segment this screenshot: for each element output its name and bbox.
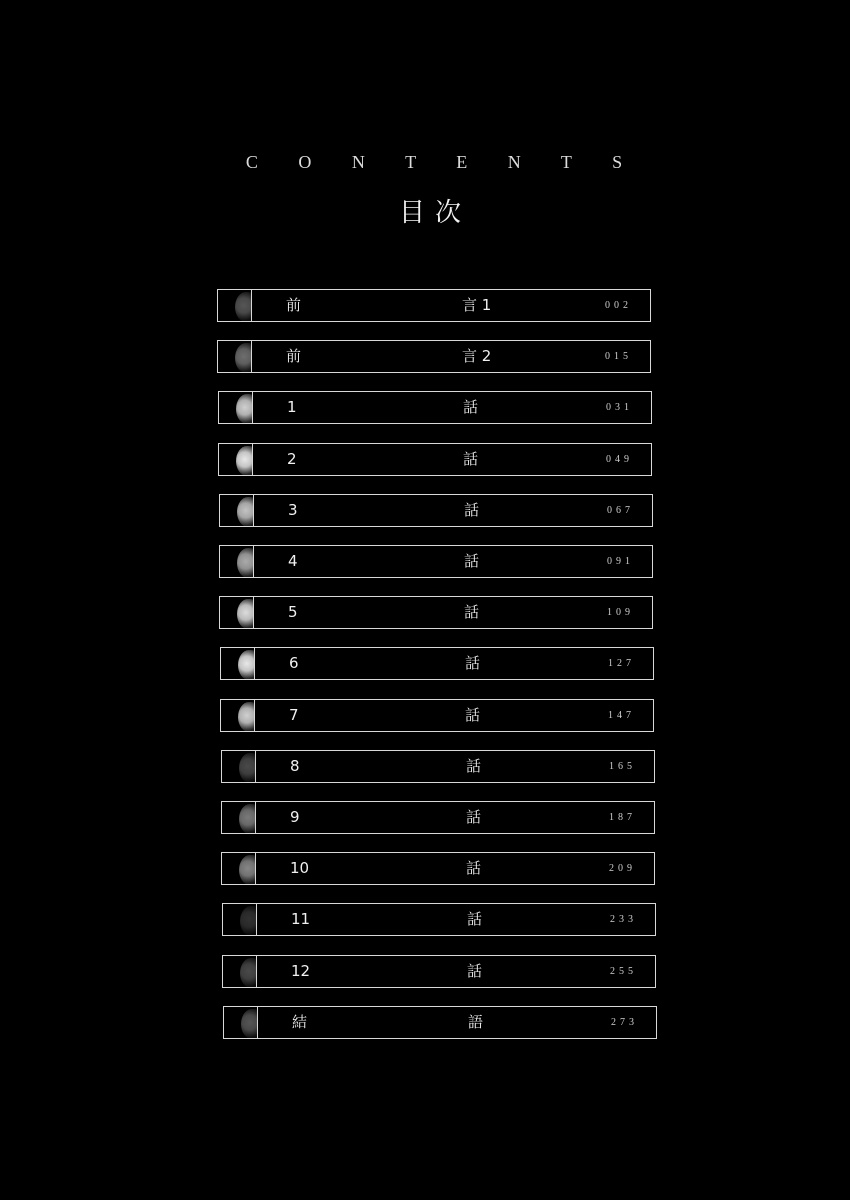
- toc-entry[interactable]: [219, 494, 653, 527]
- toc-entry[interactable]: [218, 391, 652, 424]
- toc-entry[interactable]: [220, 647, 654, 680]
- toc-entry[interactable]: [217, 289, 651, 322]
- toc-entry-title-label: 語: [468, 1013, 484, 1031]
- toc-entry-title-number: 11: [291, 910, 311, 928]
- toc-entry-title-label: 話: [466, 859, 482, 877]
- chapter-thumbnail: [220, 546, 254, 577]
- toc-entry-title-number: 2: [287, 450, 297, 468]
- toc-entry-page-number: 015: [605, 351, 632, 362]
- chapter-thumbnail: [222, 751, 256, 782]
- toc-entry-title-number: 4: [288, 552, 298, 570]
- chapter-thumbnail: [223, 956, 257, 987]
- chapter-thumbnail: [220, 597, 254, 628]
- toc-entry-page-number: 109: [607, 607, 634, 618]
- toc-entry-page-number: 233: [610, 914, 637, 925]
- toc-entry-title-label: 話: [463, 398, 479, 416]
- toc-entry-page-number: 147: [608, 710, 635, 721]
- chapter-thumbnail: [221, 700, 255, 731]
- chapter-thumbnail: [218, 341, 252, 372]
- toc-entry-page-number: 209: [609, 863, 636, 874]
- toc-entry-title-number: 8: [290, 757, 300, 775]
- toc-entry-title-number: 9: [290, 808, 300, 826]
- chapter-thumbnail: [218, 290, 252, 321]
- toc-entry-page-number: 187: [609, 812, 636, 823]
- toc-entry[interactable]: [217, 340, 651, 373]
- toc-entry[interactable]: [219, 596, 653, 629]
- toc-entry[interactable]: [222, 955, 656, 988]
- chapter-thumbnail: [221, 648, 255, 679]
- toc-entry[interactable]: [222, 903, 656, 936]
- contents-heading: C O N T E N T S: [245, 152, 641, 172]
- toc-entry-title-number: 10: [290, 859, 310, 877]
- toc-entry-title-number: 前: [286, 296, 302, 314]
- chapter-thumbnail: [224, 1007, 258, 1038]
- toc-entry-title-number: 1: [287, 398, 297, 416]
- toc-entry-title-number: 結: [292, 1013, 308, 1031]
- toc-entry-title-label: 話: [467, 910, 483, 928]
- toc-entry-page-number: 273: [611, 1017, 638, 1028]
- toc-entry-title-label: 話: [467, 962, 483, 980]
- chapter-thumbnail: [220, 495, 254, 526]
- toc-entry[interactable]: [219, 545, 653, 578]
- toc-entry-title-label: 話: [464, 552, 480, 570]
- toc-entry-title-number: 12: [291, 962, 311, 980]
- toc-entry-title-label: 言 1: [462, 296, 492, 314]
- toc-entry-title-number: 5: [288, 603, 298, 621]
- toc-entry-page-number: 002: [605, 300, 632, 311]
- toc-entry-page-number: 091: [607, 556, 634, 567]
- toc-entry-title-label: 話: [465, 706, 481, 724]
- toc-entry-page-number: 165: [609, 761, 636, 772]
- toc-entry-page-number: 127: [608, 658, 635, 669]
- toc-entry-title-number: 3: [288, 501, 298, 519]
- toc-entry[interactable]: [218, 443, 652, 476]
- chapter-thumbnail: [219, 392, 253, 423]
- toc-entry-title-label: 話: [464, 603, 480, 621]
- toc-entry-title-label: 話: [466, 757, 482, 775]
- toc-entry-title-label: 話: [464, 501, 480, 519]
- toc-entry[interactable]: [221, 750, 655, 783]
- contents-heading-jp: 目次: [398, 198, 471, 228]
- toc-entry-title-number: 6: [289, 654, 299, 672]
- toc-entry-page-number: 255: [610, 966, 637, 977]
- toc-entry[interactable]: [221, 801, 655, 834]
- toc-entry-title-number: 7: [289, 706, 299, 724]
- toc-entry-page-number: 031: [606, 402, 633, 413]
- toc-entry-title-label: 話: [465, 654, 481, 672]
- toc-entry-page-number: 067: [607, 505, 634, 516]
- toc-entry-title-number: 前: [286, 347, 302, 365]
- toc-entry-title-label: 言 2: [462, 347, 492, 365]
- chapter-thumbnail: [219, 444, 253, 475]
- toc-entry[interactable]: [221, 852, 655, 885]
- toc-entry-title-label: 話: [463, 450, 479, 468]
- chapter-thumbnail: [222, 853, 256, 884]
- chapter-thumbnail: [223, 904, 257, 935]
- toc-entry-page-number: 049: [606, 454, 633, 465]
- toc-entry[interactable]: [220, 699, 654, 732]
- toc-entry-title-label: 話: [466, 808, 482, 826]
- toc-entry[interactable]: [223, 1006, 657, 1039]
- chapter-thumbnail: [222, 802, 256, 833]
